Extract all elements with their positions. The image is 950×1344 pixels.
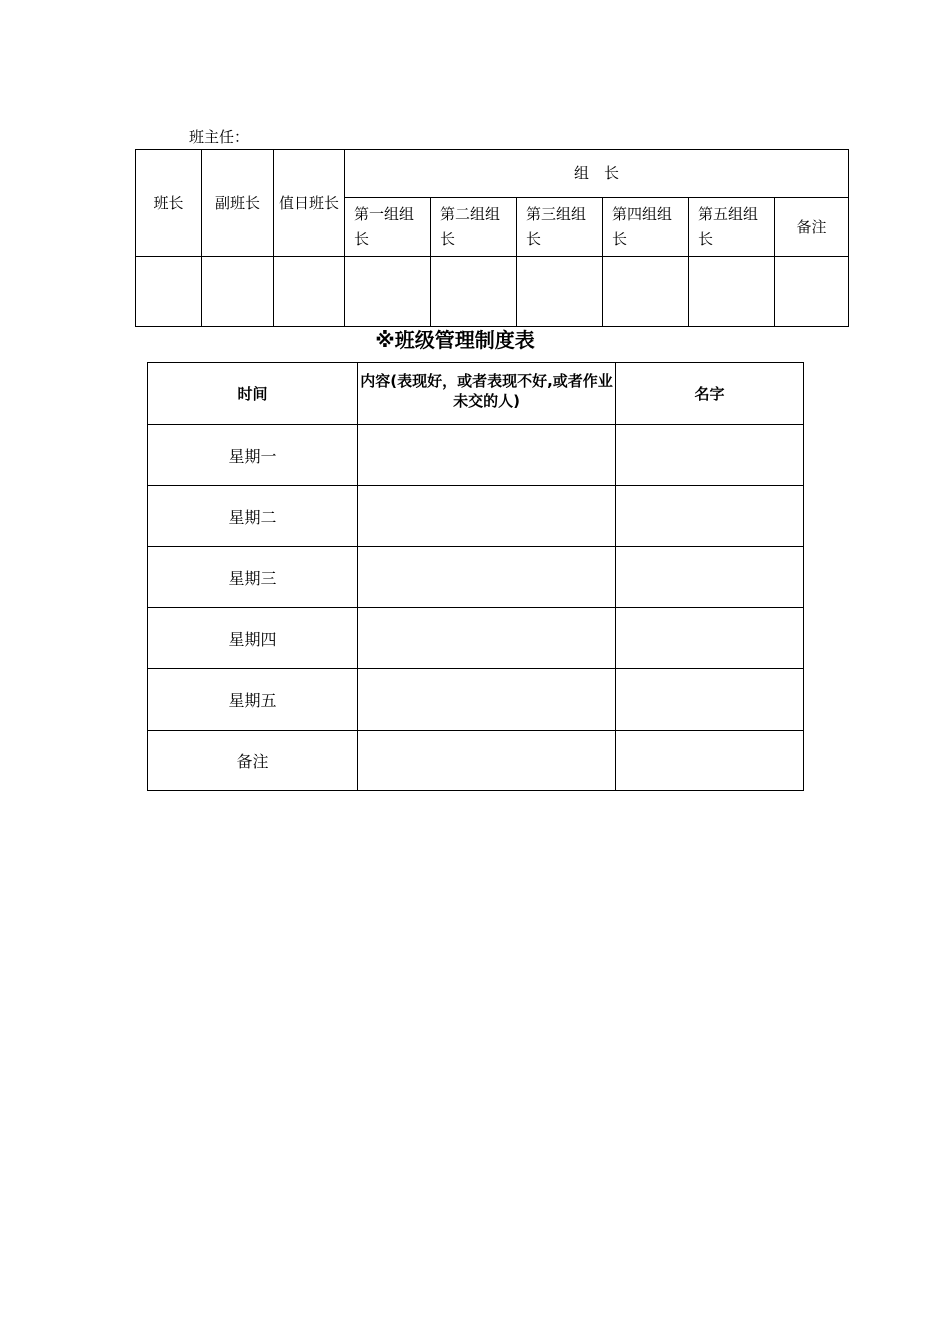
table-cell: [358, 547, 616, 608]
table-cell: [202, 257, 274, 327]
table-cell: [358, 731, 616, 791]
table-cell: [775, 257, 849, 327]
header-group-1: 第一组组长: [345, 198, 431, 257]
table-cell: [136, 257, 202, 327]
row-label: 星期一: [148, 425, 358, 486]
table-cell: [517, 257, 603, 327]
management-table: [147, 362, 804, 791]
header-time: 时间: [148, 363, 358, 425]
table-row: [148, 669, 804, 731]
header-group-2: 第二组组长: [431, 198, 517, 257]
row-label: 星期二: [148, 486, 358, 547]
table-cell: [616, 608, 804, 669]
header-group-3: 第三组组长: [517, 198, 603, 257]
header-group-leaders: 组 长: [345, 150, 849, 198]
table-row: [136, 257, 849, 327]
row-label: 星期五: [148, 669, 358, 731]
header-content: 内容(表现好，或者表现不好,或者作业未交的人): [358, 363, 616, 425]
header-group-4: 第四组组长: [603, 198, 689, 257]
table-cell: [358, 486, 616, 547]
header-remark: 备注: [775, 198, 849, 257]
header-duty-monitor: 值日班长: [274, 150, 345, 257]
teacher-label: 班主任：: [189, 128, 250, 146]
table-cell: [616, 425, 804, 486]
class-leaders-table: [135, 149, 849, 327]
table-cell: [431, 257, 517, 327]
table-row: [148, 547, 804, 608]
table-row: [148, 731, 804, 791]
header-name: 名字: [616, 363, 804, 425]
table-cell: [358, 608, 616, 669]
table-row: [148, 425, 804, 486]
table-cell: [358, 669, 616, 731]
table-cell: [689, 257, 775, 327]
table-cell: [603, 257, 689, 327]
table-cell: [616, 547, 804, 608]
table-cell: [358, 425, 616, 486]
row-label: 星期四: [148, 608, 358, 669]
row-label: 备注: [148, 731, 358, 791]
management-table-title: ※班级管理制度表: [375, 328, 535, 352]
header-vice-monitor: 副班长: [202, 150, 274, 257]
table-cell: [616, 486, 804, 547]
table-cell: [616, 669, 804, 731]
header-group-5: 第五组组长: [689, 198, 775, 257]
header-monitor: 班长: [136, 150, 202, 257]
table-cell: [274, 257, 345, 327]
row-label: 星期三: [148, 547, 358, 608]
table-row: [148, 486, 804, 547]
table-cell: [345, 257, 431, 327]
table-cell: [616, 731, 804, 791]
table-row: [148, 608, 804, 669]
